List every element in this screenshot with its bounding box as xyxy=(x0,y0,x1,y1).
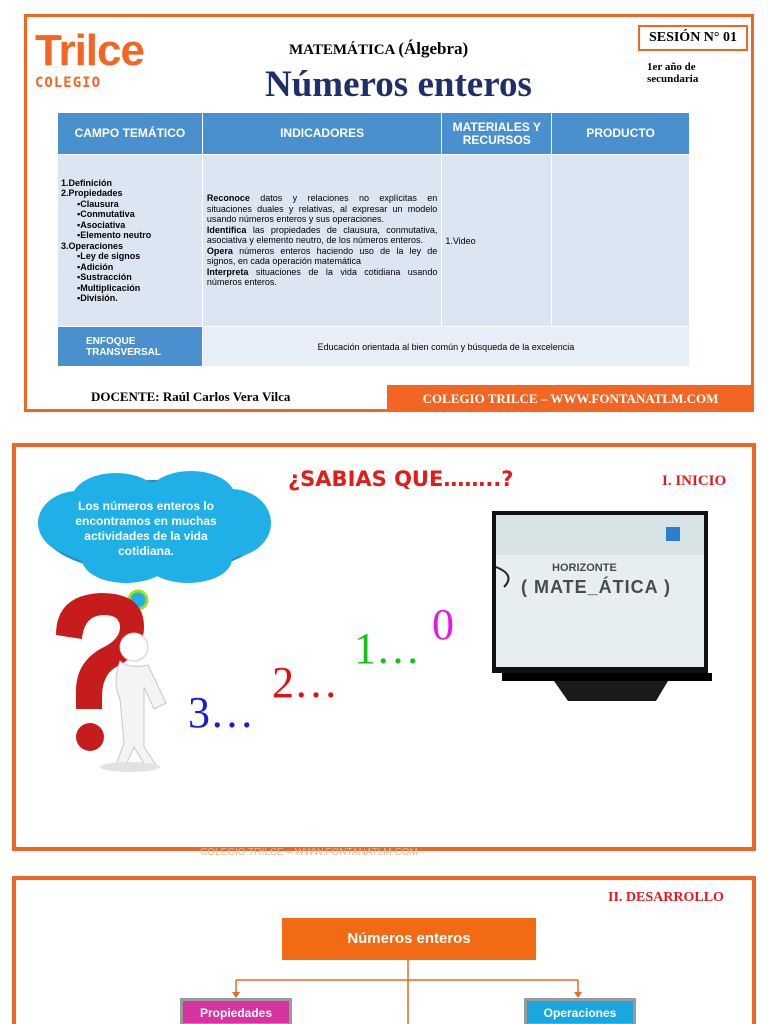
watermark: COLEGIO TRILCE – WWW.FONTANATLM.COM xyxy=(200,847,418,858)
logo-brand: Trilce xyxy=(35,26,144,75)
grade-line-2: secundaria xyxy=(647,73,699,85)
subject-prefix: MATEMÁTICA xyxy=(289,42,395,58)
indicador xyxy=(207,267,437,288)
tv-icon xyxy=(492,511,712,701)
indicador-verb: Interpreta xyxy=(206,266,249,277)
tema-item: ▪Conmutativa xyxy=(77,209,135,219)
enfoque-label-line: ENFOQUE xyxy=(86,335,136,347)
enfoque-row xyxy=(58,327,690,367)
tv-title-top: HORIZONTE xyxy=(552,562,617,574)
indicador-text: números enteros haciendo uso de la ley de signos, en cada operación matemática xyxy=(206,245,438,267)
number-0: 0 xyxy=(432,600,454,649)
materiales-cell: 1.Video xyxy=(442,155,552,327)
indicador-verb: Reconoce xyxy=(206,193,250,204)
header-campo: CAMPO TEMÁTICO xyxy=(58,113,203,155)
indicador xyxy=(207,225,437,246)
slide-desarrollo xyxy=(12,876,756,1024)
trilce-logo xyxy=(35,26,175,91)
indicador-verb: Identifica xyxy=(206,224,247,235)
concept-box-propiedades: Propiedades xyxy=(180,998,292,1024)
tema-item: 1.Definición xyxy=(61,177,113,188)
number-3: 3… xyxy=(188,688,254,737)
header-indicadores: INDICADORES xyxy=(202,113,441,155)
tema-item: ▪Elemento neutro xyxy=(77,230,152,240)
tema-item: 3.Operaciones xyxy=(61,240,124,251)
docente-label: DOCENTE: Raúl Carlos Vera Vilca xyxy=(91,389,291,404)
enfoque-label-line: TRANSVERSAL xyxy=(86,346,162,358)
indicador-verb: Opera xyxy=(206,245,233,256)
planning-table xyxy=(57,112,690,367)
table-header-row xyxy=(58,113,690,155)
enfoque-label xyxy=(58,327,203,367)
indicadores-cell xyxy=(202,155,441,327)
logo-sub: COLEGIO xyxy=(35,75,102,91)
indicador-text: las propiedades de clausura, conmutativa, asociativa y elemento neutro, de los números enteros. xyxy=(206,224,438,246)
tema-item: ▪Multiplicación xyxy=(77,282,141,293)
grade-line-1: 1er año de xyxy=(647,61,696,73)
subject-label xyxy=(289,39,468,59)
concept-box-operaciones: Operaciones xyxy=(524,998,636,1024)
cloud-text: Los números enteros lo encontramos en muchas actividades de la vida cotidiana. xyxy=(75,499,217,558)
header-producto: PRODUCTO xyxy=(552,113,690,155)
tema-item: ▪Sustracción xyxy=(77,272,132,282)
concept-box-main: Números enteros xyxy=(282,918,536,960)
producto-cell xyxy=(552,155,690,327)
session-badge: SESIÓN N° 01 xyxy=(638,25,748,51)
subject-main: (Álgebra) xyxy=(398,39,469,58)
table-row xyxy=(58,155,690,327)
indicador-text: datos y relaciones no explícitas en situaciones duales y relativas, al expresar un modelo usando números enteros y sus operaciones. xyxy=(206,193,438,225)
tema-item: ▪Ley de signos xyxy=(77,251,141,261)
indicador-text: situaciones de la vida cotidiana usando números enteros. xyxy=(206,266,438,288)
indicador xyxy=(207,193,437,225)
tema-item: ▪Adición xyxy=(77,261,114,272)
slide-session-plan xyxy=(24,14,754,412)
tv-title-main: ( MATE_ÁTICA ) xyxy=(521,577,671,597)
tema-item: 2.Propiedades xyxy=(61,188,123,198)
slide-heading: ¿SABIAS QUE……..? xyxy=(288,467,514,491)
number-2: 2… xyxy=(272,658,338,707)
enfoque-text: Educación orientada al bien común y búsqueda de la excelencia xyxy=(202,327,689,367)
indicador xyxy=(207,246,437,267)
tema-item: ▪División. xyxy=(77,293,118,303)
slide-inicio xyxy=(12,443,756,858)
temas-cell xyxy=(58,155,203,327)
section-label: I. INICIO xyxy=(662,473,727,489)
tema-item: ▪Asociativa xyxy=(77,219,126,230)
number-1: 1… xyxy=(354,624,420,673)
page-title: Números enteros xyxy=(265,64,532,105)
header-materiales: MATERIALES Y RECURSOS xyxy=(442,113,552,155)
footer-bar: COLEGIO TRILCE – WWW.FONTANATLM.COM xyxy=(387,385,754,412)
section-label: II. DESARROLLO xyxy=(608,890,724,905)
tema-item: ▪Clausura xyxy=(77,198,119,209)
grade-label xyxy=(647,61,698,85)
